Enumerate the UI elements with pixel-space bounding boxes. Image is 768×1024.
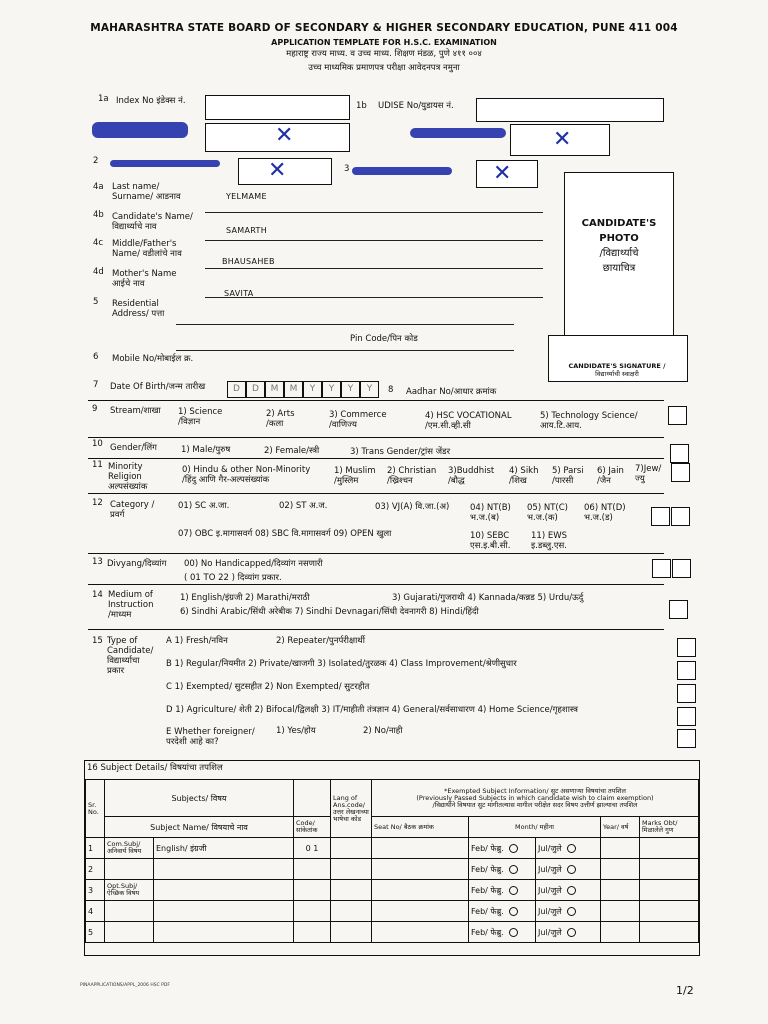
row-type (105, 859, 154, 880)
field-4b-number: 4b (93, 210, 104, 220)
stream-checkbox[interactable] (668, 406, 687, 425)
category-checkbox-1[interactable] (651, 507, 670, 526)
row-feb[interactable] (469, 838, 536, 859)
minority-option-line: 6) Jain (597, 466, 624, 476)
month-header: Month/ महीना (469, 817, 601, 838)
feb-label: Feb/ फेब्रु. (471, 885, 504, 895)
row-subject-name[interactable] (154, 901, 294, 922)
row-subject-name[interactable] (154, 880, 294, 901)
candidate-type-b-checkbox[interactable] (677, 661, 696, 680)
mother-name-value[interactable]: SAVITA (224, 289, 254, 298)
dob-label: Date Of Birth/जन्म तारीख (110, 382, 206, 392)
minority-option-line: /हिंदु आणि गैर-अल्पसंख्यांक (182, 475, 270, 485)
row-feb[interactable] (469, 922, 536, 943)
board-title: MAHARASHTRA STATE BOARD OF SECONDARY & HIGHER SECONDARY EDUCATION, PUNE 411 004 (90, 22, 678, 34)
category-option-line: भ.ज.(ब) (470, 513, 500, 523)
category-option-line: भ.ज.(ड) (584, 513, 613, 523)
minority-option[interactable] (509, 466, 539, 486)
row-subject-name[interactable] (154, 922, 294, 943)
category-option-line: 10) SEBC (470, 531, 510, 541)
row-code[interactable] (294, 859, 331, 880)
cross-mark-icon: ✕ (553, 127, 572, 152)
divider (88, 553, 664, 554)
udise-no-label: UDISE No/युडायस नं. (378, 101, 454, 111)
candidate-type-d[interactable]: D 1) Agriculture/ शेती 2) Bifocal/द्विलक्षी 3) IT/माहीती तंत्रज्ञान 4) General/सर्वसाधारण 4) Home Science/गृहशास्त्र (166, 705, 578, 715)
jul-label: Jul/जुले (538, 864, 562, 874)
row-lang[interactable] (331, 901, 372, 922)
row-marks[interactable] (640, 922, 699, 943)
foreigner-no[interactable]: 2) No/नाही (363, 726, 403, 736)
father-name-value[interactable]: BHAUSAHEB (222, 257, 275, 266)
field-14-number: 14 (92, 590, 103, 600)
candidate-name-underline (205, 240, 543, 241)
last-name-value[interactable]: YELMAME (226, 192, 267, 201)
seat-header: Seat No/ बैठक क्रमांक (372, 817, 469, 838)
divyang-label: Divyang/दिव्यांग (107, 559, 167, 569)
medium-label-line: /माध्यम (108, 610, 132, 620)
jul-label: Jul/जुले (538, 885, 562, 895)
field-1a-number: 1a (98, 94, 109, 104)
stream-option[interactable] (266, 409, 295, 429)
gender-option-trans[interactable]: 3) Trans Gender/ट्रांस जेंडर (350, 447, 451, 457)
last-name-underline (205, 212, 543, 213)
comp-subject-label: Com.Subj/ अनिवार्य विषय (105, 838, 154, 859)
divyang-checkbox-1[interactable] (652, 559, 671, 578)
field-12-number: 12 (92, 498, 103, 508)
row-lang[interactable] (331, 838, 372, 859)
feb-label: Feb/ फेब्रु. (471, 906, 504, 916)
minority-option-line: 2) Christian (387, 466, 437, 476)
row-marks[interactable] (640, 880, 699, 901)
minority-option[interactable] (448, 466, 494, 486)
year-header: Year/ वर्ष (601, 817, 640, 838)
minority-option-line: /जैन (597, 476, 611, 486)
subject-table-title: 16 Subject Details/ विषयांचा तपशिल (87, 763, 223, 773)
udise-no-input[interactable] (476, 98, 664, 122)
cross-mark-icon: ✕ (493, 161, 512, 186)
minority-option-line: 4) Sikh (509, 466, 539, 476)
medium-label-line: Instruction (108, 600, 154, 610)
foreigner-yes[interactable]: 1) Yes/होय (276, 726, 316, 736)
row-subject-name[interactable]: English/ इंग्रजी (154, 838, 294, 859)
field-15-number: 15 (92, 636, 103, 646)
divider (88, 437, 664, 438)
photo-caption-line: PHOTO (599, 233, 639, 244)
row-code-digit: 1 (313, 843, 319, 853)
address-label-line: Address/ पत्ता (112, 309, 165, 319)
stream-option[interactable] (540, 411, 638, 431)
aadhar-label: Aadhar No/आधार क्रमांक (406, 387, 497, 397)
medium-label-line: Medium of (108, 590, 153, 600)
template-title: APPLICATION TEMPLATE FOR H.S.C. EXAMINATION (271, 38, 497, 47)
candidate-type-a[interactable]: A 1) Fresh/नविन (166, 636, 228, 646)
row-code[interactable] (294, 838, 331, 859)
medium-options-row1b[interactable]: 3) Gujarati/गुजराथी 4) Kannada/कन्नड 5) Urdu/ऊर्दु (392, 593, 584, 603)
row-sr: 1 (86, 838, 105, 859)
template-title-marathi: उच्च माध्यमिक प्रमाणपत्र परीक्षा आवेदनपत्र नमुना (308, 63, 460, 73)
stream-option-line: /वाणिज्य (329, 420, 357, 430)
index-no-input[interactable] (205, 95, 350, 120)
jul-radio[interactable] (567, 928, 576, 937)
field-3-number: 3 (344, 164, 350, 174)
stream-option[interactable] (178, 407, 222, 427)
minority-option[interactable] (387, 466, 436, 486)
field-4c-number: 4c (93, 238, 104, 248)
feb-radio[interactable] (509, 886, 518, 895)
stream-option-line: /विज्ञान (178, 417, 201, 427)
candidate-type-label-line: विद्यार्थ्याचा (107, 656, 140, 666)
row-year[interactable] (601, 880, 640, 901)
feb-radio[interactable] (509, 844, 518, 853)
candidate-type-a2[interactable]: 2) Repeater/पुनर्परीक्षार्थी (276, 636, 365, 646)
minority-option-line: /ख्रिश्चन (387, 476, 413, 486)
candidate-type-c-checkbox[interactable] (677, 684, 696, 703)
address-line-1[interactable] (176, 324, 514, 325)
mother-name-label (112, 269, 177, 289)
category-option-line: 11) EWS (531, 531, 568, 541)
medium-checkbox[interactable] (669, 600, 688, 619)
row-seat[interactable] (372, 838, 469, 859)
dob-cell[interactable]: Y (360, 381, 379, 398)
divider (88, 400, 664, 401)
minority-option-line: /शिख (509, 476, 527, 486)
jul-label: Jul/जुले (538, 906, 562, 916)
minority-label-line: Religion (108, 472, 142, 482)
row-lang[interactable] (331, 922, 372, 943)
stream-option-line: /एम.सी.व्ही.सी (425, 421, 471, 431)
row-seat[interactable] (372, 901, 469, 922)
father-name-label-line: Middle/Father's (112, 239, 177, 249)
address-line-2[interactable] (176, 350, 514, 351)
row-seat[interactable] (372, 880, 469, 901)
category-option-line: 04) NT(B) (470, 503, 511, 513)
code-cell (294, 780, 331, 817)
minority-option-line: 7)Jew/ (635, 464, 662, 474)
category-option-ntc[interactable] (527, 503, 568, 523)
row-feb[interactable] (469, 859, 536, 880)
gender-option-female[interactable]: 2) Female/स्त्री (264, 446, 320, 456)
field-13-number: 13 (92, 557, 103, 567)
cross-mark-icon: ✕ (268, 158, 287, 183)
divyang-checkbox-2[interactable] (672, 559, 691, 578)
dob-cell[interactable]: M (284, 381, 303, 398)
row-code[interactable] (294, 901, 331, 922)
table-row (86, 901, 699, 922)
row-year[interactable] (601, 901, 640, 922)
dob-cell[interactable]: Y (341, 381, 360, 398)
table-row (86, 838, 699, 859)
minority-option-line: /बौद्ध (448, 476, 465, 486)
candidate-name-value[interactable]: SAMARTH (226, 226, 268, 235)
medium-label (108, 590, 154, 620)
board-title-marathi: महाराष्ट्र राज्य माध्य. व उच्च माध्य. शिक्षण मंडळ, पुणे ४११ ००४ (286, 49, 482, 59)
category-option-sebc[interactable] (470, 531, 510, 551)
candidate-type-label (107, 636, 153, 676)
exempt-header (372, 780, 699, 817)
stream-option[interactable] (329, 410, 387, 430)
stream-label: Stream/शाखा (110, 406, 161, 416)
subject-details-table (84, 760, 700, 956)
father-name-label (112, 239, 182, 259)
field-11-number: 11 (92, 460, 103, 470)
candidate-type-label-line: प्रकार (107, 666, 125, 676)
gender-option-male[interactable]: 1) Male/पुरुष (181, 445, 231, 455)
gender-checkbox[interactable] (670, 444, 689, 463)
index-no-label: Index No इंडेक्स नं. (116, 96, 186, 106)
row-type (105, 922, 154, 943)
dob-cell[interactable]: D (246, 381, 265, 398)
photo-caption-line: CANDIDATE'S (581, 218, 657, 229)
category-option-vja[interactable]: 03) VJ(A) वि.जा.(अ) (375, 502, 450, 512)
candidate-type-e (166, 727, 255, 747)
signature-caption-line: विद्यार्थ्याची स्वाक्षरी (595, 370, 639, 378)
address-label-line: Residential (112, 299, 159, 309)
minority-option-line: 5) Parsi (552, 466, 584, 476)
row-seat[interactable] (372, 859, 469, 880)
candidate-type-d-checkbox[interactable] (677, 707, 696, 726)
father-name-label-line: Name/ वडीलांचे नाव (112, 249, 182, 259)
minority-label-line: अल्पसंख्यांक (108, 482, 148, 492)
minority-option-line: /पारसी (552, 476, 574, 486)
row-jul[interactable] (536, 880, 601, 901)
minority-option[interactable] (552, 466, 584, 486)
stream-option-line: 2) Arts (266, 409, 295, 419)
stream-option-line: 5) Technology Science/ (540, 411, 638, 421)
address-label (112, 299, 164, 319)
minority-label (108, 462, 147, 492)
candidate-type-c[interactable]: C 1) Exempted/ सुटसहीत 2) Non Exempted/ सुटरहीत (166, 682, 370, 692)
exempt-header-line: (Previously Passed Subjects in which candidate wish to claim exemption) (416, 793, 654, 802)
candidate-name-label (112, 212, 193, 232)
lang-header: Lang of Ans.code/ उत्तर लेखनाच्या भाषेचा कोड (331, 780, 372, 838)
category-option-line: एस.इ.बी.सी. (470, 541, 511, 551)
table-row (86, 880, 699, 901)
dob-input[interactable] (227, 381, 379, 398)
field-5-number: 5 (93, 297, 99, 307)
divider (88, 458, 664, 459)
category-label-line: Category / (110, 500, 155, 510)
minority-option-line: 1) Muslim (334, 466, 376, 476)
candidate-type-a-checkbox[interactable] (677, 638, 696, 657)
feb-label: Feb/ फेब्रु. (471, 864, 504, 874)
divider (88, 629, 664, 630)
minority-option[interactable] (635, 464, 661, 484)
gender-label: Gender/लिंग (110, 443, 157, 453)
row-sr: 2 (86, 859, 105, 880)
page-number: 1/2 (676, 984, 694, 997)
feb-radio[interactable] (509, 907, 518, 916)
candidate-name-label-line: विद्यार्थ्याचे नाव (112, 222, 157, 232)
row-marks[interactable] (640, 859, 699, 880)
table-row (86, 922, 699, 943)
minority-option[interactable] (182, 465, 310, 485)
minority-option[interactable] (334, 466, 376, 486)
minority-option-line: 0) Hindu & other Non-Minority (182, 465, 311, 475)
row-lang[interactable] (331, 859, 372, 880)
redaction-mark (352, 167, 452, 175)
field-7-number: 7 (93, 380, 99, 390)
category-option-sc[interactable]: 01) SC अ.जा. (178, 501, 230, 511)
mother-name-label-line: Mother's Name (112, 269, 177, 279)
divider (88, 493, 664, 494)
row-feb[interactable] (469, 901, 536, 922)
photo-caption (564, 216, 674, 276)
row-sr: 5 (86, 922, 105, 943)
minority-option-line: /मुस्लिम (334, 476, 359, 486)
category-option-line: इ.डब्लु.एस. (531, 541, 567, 551)
jul-radio[interactable] (567, 865, 576, 874)
row-feb[interactable] (469, 880, 536, 901)
divider (88, 584, 664, 585)
subject-grid (85, 779, 699, 943)
minority-checkbox[interactable] (671, 463, 690, 482)
candidate-type-e-line: E Whether foreigner/ (166, 727, 255, 737)
medium-options-row1[interactable]: 1) English/इंग्रजी 2) Marathi/मराठी (180, 593, 310, 603)
category-option-ntb[interactable] (470, 503, 511, 523)
mother-name-label-line: आईचे नाव (112, 279, 145, 289)
stream-option-line: 1) Science (178, 407, 223, 417)
field-2-number: 2 (93, 156, 99, 166)
candidate-type-label-line: Type of (107, 636, 138, 646)
row-sr: 4 (86, 901, 105, 922)
row-seat[interactable] (372, 922, 469, 943)
category-option-ews[interactable] (531, 531, 567, 551)
code-header: Code/ सांकेतांक (294, 817, 331, 838)
mother-name-underline (205, 297, 543, 298)
field-10-number: 10 (92, 439, 103, 449)
sr-header: Sr. No. (86, 780, 105, 838)
row-jul[interactable] (536, 922, 601, 943)
signature-caption (548, 362, 686, 378)
jul-radio[interactable] (567, 844, 576, 853)
last-name-label-line: Last name/ (112, 182, 160, 192)
divyang-option-types[interactable]: ( 01 TO 22 ) दिव्यांग प्रकार. (184, 573, 282, 583)
field-1b-number: 1b (356, 101, 367, 111)
row-year[interactable] (601, 922, 640, 943)
row-marks[interactable] (640, 838, 699, 859)
subject-name-header: Subject Name/ विषयाचे नाव (105, 817, 294, 838)
category-option-line: 06) NT(D) (584, 503, 626, 513)
category-label-line: प्रवर्ग (110, 510, 125, 520)
category-option-st[interactable]: 02) ST अ.ज. (279, 501, 328, 511)
row-lang[interactable] (331, 880, 372, 901)
jul-label: Jul/जुले (538, 843, 562, 853)
minority-label-line: Minority (108, 462, 143, 472)
minority-option[interactable] (597, 466, 624, 486)
row-jul[interactable] (536, 838, 601, 859)
dob-cell[interactable]: D (227, 381, 246, 398)
footer-file-path: PINAAPPLICATIONS/APPL_2006 HSC PDF (80, 983, 170, 988)
dob-cell[interactable]: M (265, 381, 284, 398)
row-year[interactable] (601, 838, 640, 859)
category-option-obc-sbc-open[interactable]: 07) OBC इ.मागासवर्ग 08) SBC वि.मागासवर्ग 09) OPEN खुला (178, 529, 392, 539)
subjects-header: Subjects/ विषय (105, 780, 294, 817)
minority-option-line: 3)Buddhist (448, 466, 495, 476)
row-jul[interactable] (536, 901, 601, 922)
last-name-label-line: Surname/ आडनाव (112, 192, 181, 202)
marks-header: Marks Obt/ मिळालेले गुण (640, 817, 699, 838)
candidate-type-label-line: Candidate/ (107, 646, 154, 656)
exempt-header-line: *Exempted Subject Information/ सुट असणाऱ्या विषयांचा तपशिल (444, 786, 626, 795)
signature-caption-line: CANDIDATE'S SIGNATURE / (568, 362, 666, 370)
minority-option-line: ज्यु (635, 474, 645, 484)
stream-option-line: /कला (266, 419, 284, 429)
field-4a-number: 4a (93, 182, 104, 192)
stream-option[interactable] (425, 411, 512, 431)
candidate-name-label-line: Candidate's Name/ (112, 212, 193, 222)
dob-cell[interactable]: Y (322, 381, 341, 398)
row-marks[interactable] (640, 901, 699, 922)
father-name-underline (205, 268, 543, 269)
jul-radio[interactable] (567, 907, 576, 916)
row-code[interactable] (294, 880, 331, 901)
row-jul[interactable] (536, 859, 601, 880)
redaction-mark (410, 128, 506, 138)
row-type (105, 901, 154, 922)
pin-code-label: Pin Code/पिन कोड (350, 334, 418, 344)
category-option-line: भ.ज.(क) (527, 513, 558, 523)
category-label (110, 500, 154, 520)
redaction-mark (110, 160, 220, 167)
jul-radio[interactable] (567, 886, 576, 895)
table-row (86, 859, 699, 880)
candidate-type-e-checkbox[interactable] (677, 729, 696, 748)
feb-label: Feb/ फेब्रु. (471, 927, 504, 937)
field-6-number: 6 (93, 352, 99, 362)
mobile-label: Mobile No/मोबाईल क्र. (112, 354, 194, 364)
field-8-number: 8 (388, 385, 394, 395)
stream-option-line: 3) Commerce (329, 410, 387, 420)
feb-radio[interactable] (509, 928, 518, 937)
row-code[interactable] (294, 922, 331, 943)
feb-label: Feb/ फेब्रु. (471, 843, 504, 853)
medium-options-row2[interactable]: 6) Sindhi Arabic/सिंधी अरेबीक 7) Sindhi Devnagari/सिंधी देवनागरी 8) Hindi/हिंदी (180, 607, 479, 617)
last-name-label (112, 182, 181, 202)
feb-radio[interactable] (509, 865, 518, 874)
redaction-mark (92, 122, 188, 138)
opt-subject-label: Opt.Subj/ ऐच्छिक विषय (105, 880, 154, 901)
row-subject-name[interactable] (154, 859, 294, 880)
stream-option-line: 4) HSC VOCATIONAL (425, 411, 512, 421)
row-code-digit: 0 (305, 843, 311, 853)
photo-caption-line: /विद्यार्थ्याचे (599, 248, 639, 259)
candidate-type-e-line: परदेशी आहे का? (166, 737, 219, 747)
cross-mark-icon: ✕ (275, 123, 294, 148)
jul-label: Jul/जुले (538, 927, 562, 937)
row-sr: 3 (86, 880, 105, 901)
dob-cell[interactable]: Y (303, 381, 322, 398)
category-option-line: 05) NT(C) (527, 503, 568, 513)
divyang-option-none[interactable]: 00) No Handicapped/दिव्यांग नसणारी (184, 559, 323, 569)
row-year[interactable] (601, 859, 640, 880)
exempt-header-line: /विद्यार्थीने विषयात सुट मागीतल्यास मागील परीक्षेत सदर विषय उत्तीर्ण झाल्याचा तपशिल (432, 800, 638, 809)
stream-option-line: आय.टि.आय. (540, 421, 582, 431)
candidate-type-b[interactable]: B 1) Regular/नियमीत 2) Private/खाजगी 3) Isolated/तुरळक 4) Class Improvement/श्रेणीसुधार (166, 659, 517, 669)
field-9-number: 9 (92, 404, 98, 414)
category-checkbox-2[interactable] (671, 507, 690, 526)
category-option-ntd[interactable] (584, 503, 626, 523)
field-4d-number: 4d (93, 267, 104, 277)
photo-caption-line: छायाचित्र (602, 263, 636, 274)
